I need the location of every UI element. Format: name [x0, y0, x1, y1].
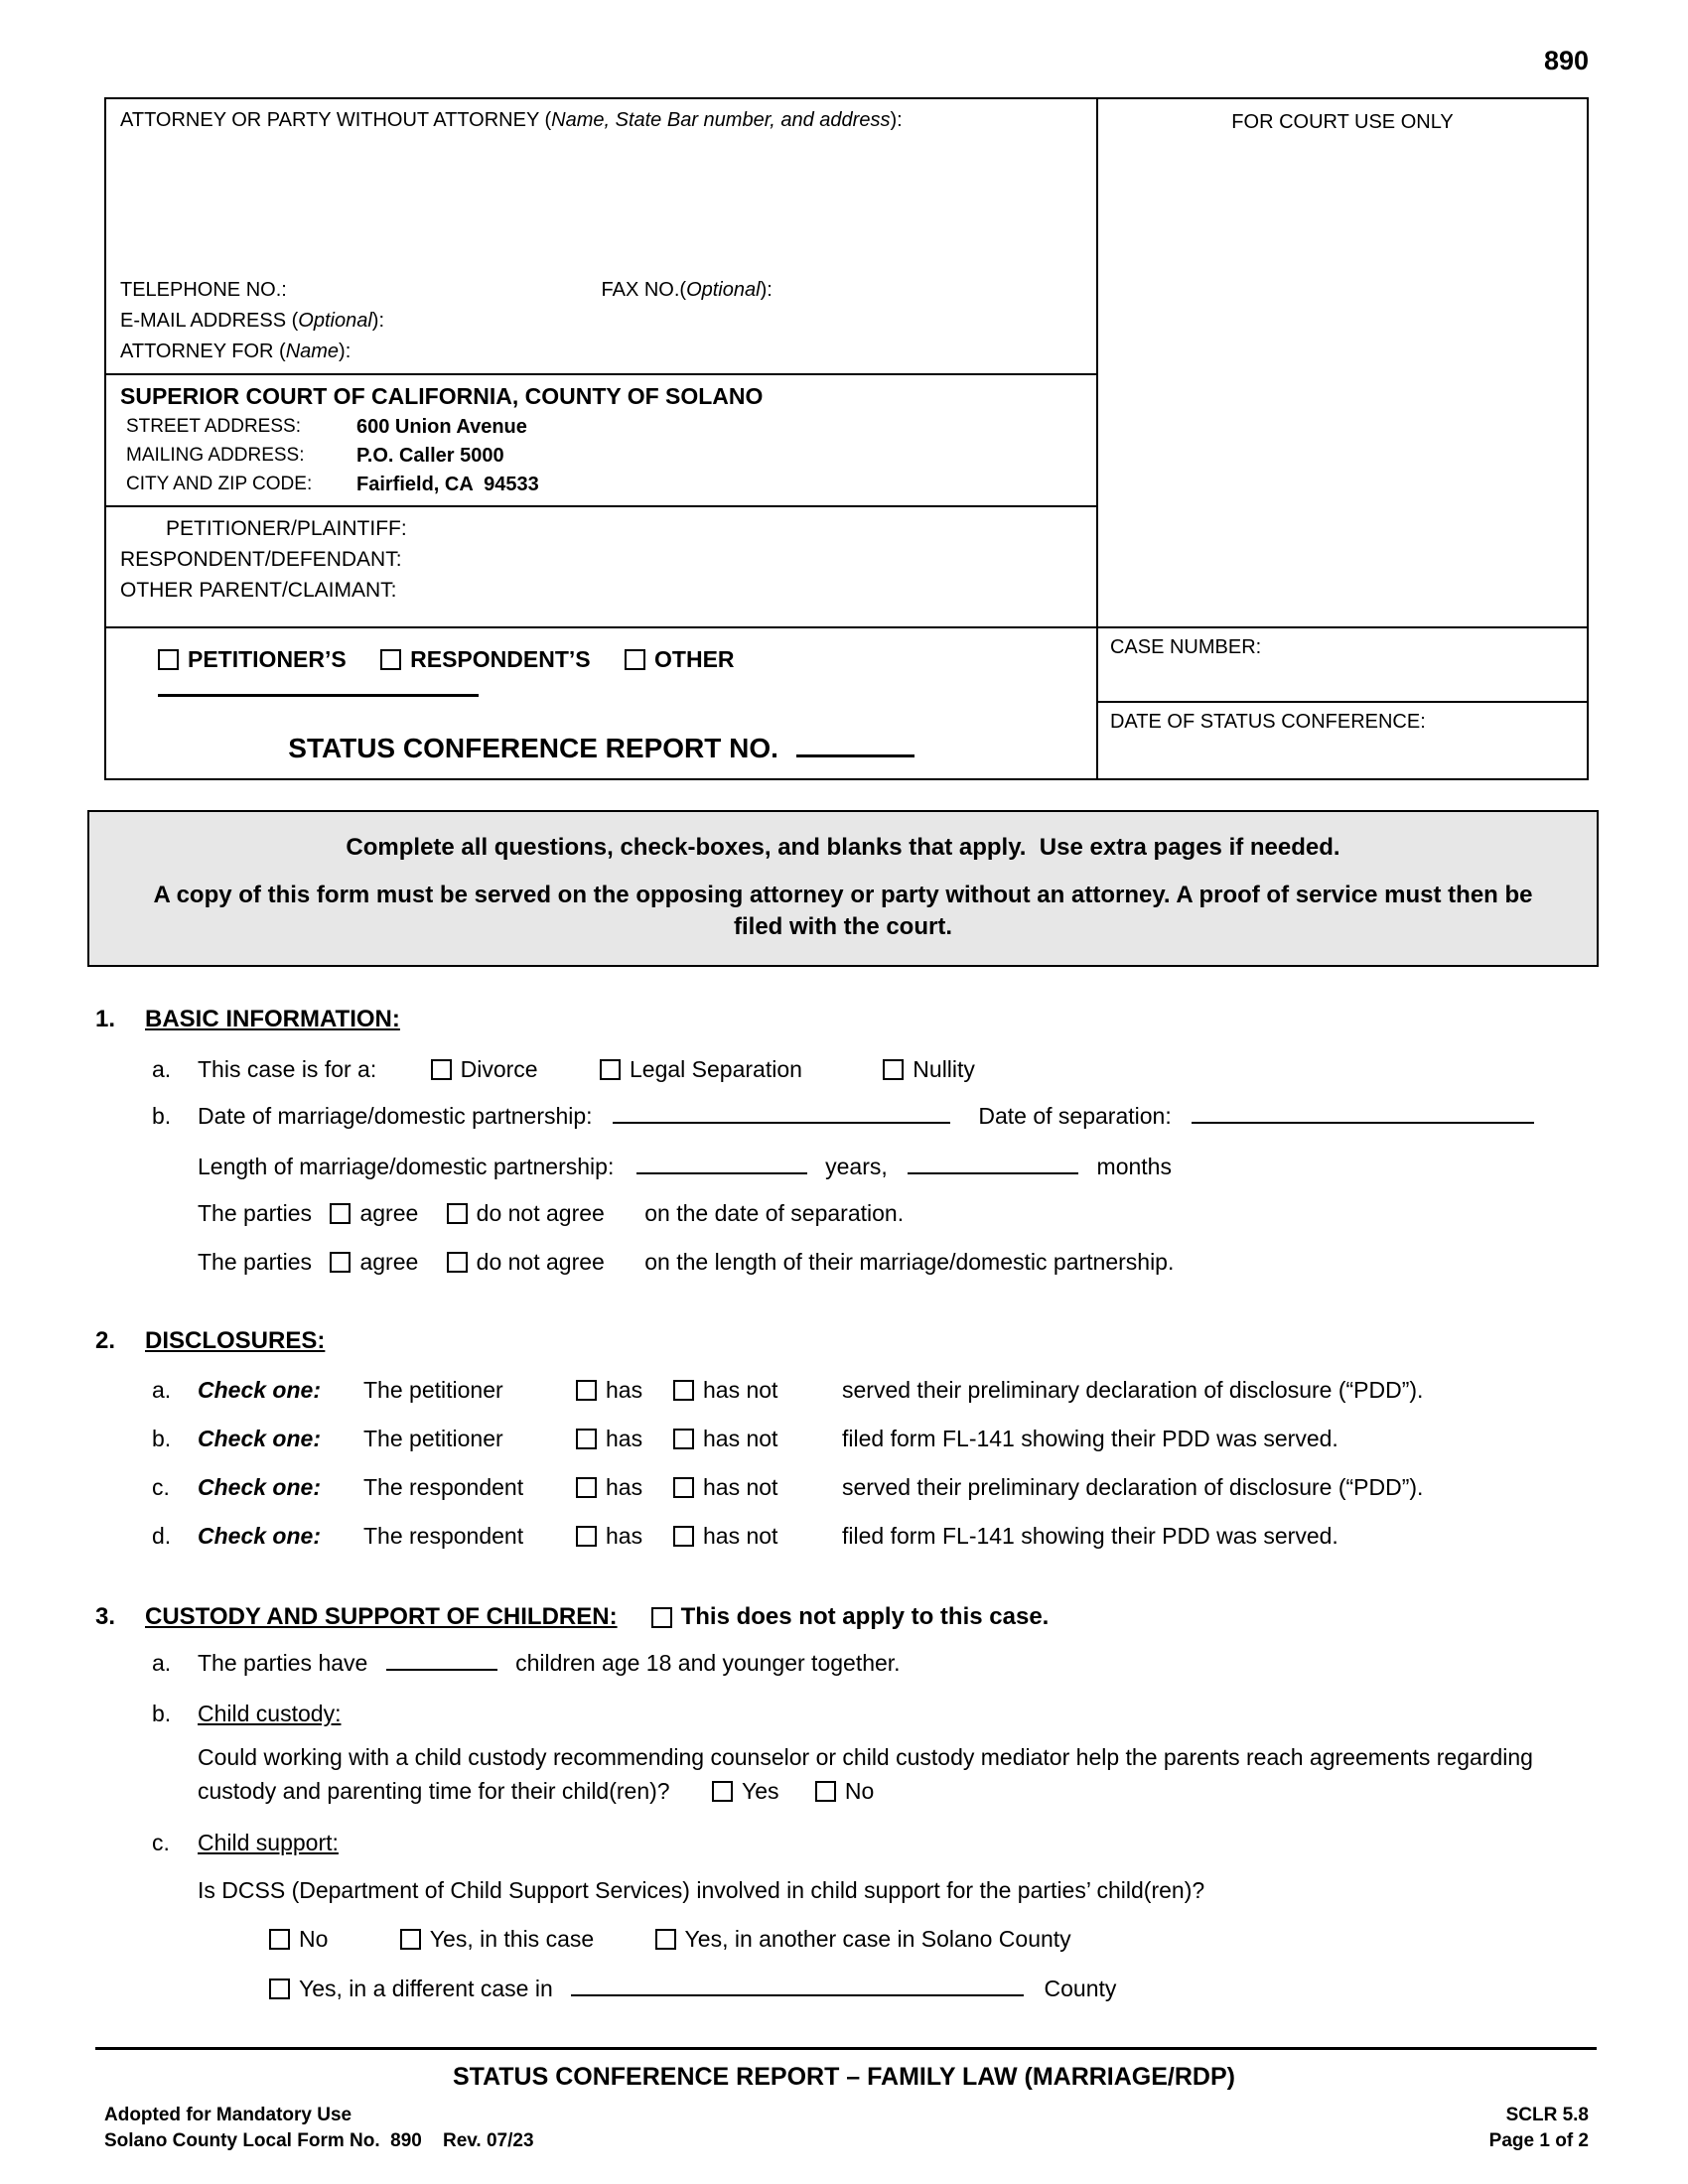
email-label-pre: E-MAIL ADDRESS ( [120, 310, 299, 332]
years-blank[interactable] [636, 1151, 807, 1174]
respondent-label: RESPONDENT/DEFENDANT: [120, 548, 402, 571]
caption-left-column [106, 99, 1098, 778]
disclosure-row [95, 1424, 1597, 1453]
respondent-filed-has-checkbox[interactable] [576, 1526, 597, 1547]
disclosure-subject: The respondent [363, 1474, 524, 1500]
petitioner-served-has-not-checkbox[interactable] [673, 1380, 694, 1401]
other-report-option [625, 646, 735, 672]
custody-not-apply-checkbox[interactable] [651, 1607, 672, 1628]
mailing-address-row [120, 445, 1082, 468]
respondent-served-has-checkbox[interactable] [576, 1477, 597, 1498]
report-number-blank[interactable] [796, 734, 914, 757]
agree-length-label: agree [359, 1249, 419, 1275]
item-letter: c. [152, 1474, 170, 1500]
city-zip-row [120, 474, 1082, 496]
children-count-blank[interactable] [386, 1647, 497, 1671]
different-county-blank[interactable] [571, 1973, 1024, 1996]
dcss-question-line [95, 1875, 1597, 1905]
fax-label-italic: Optional [686, 279, 761, 301]
months-blank[interactable] [908, 1151, 1078, 1174]
item-letter: a. [152, 1377, 172, 1403]
agree-length-checkbox[interactable] [330, 1252, 351, 1273]
separation-date-label: Date of separation: [978, 1103, 1172, 1129]
disclosure-row [95, 1521, 1597, 1551]
has-not-label: has not [703, 1377, 778, 1403]
section2-title: DISCLOSURES: [145, 1327, 326, 1354]
divorce-checkbox[interactable] [431, 1059, 452, 1080]
for-court-use-label: FOR COURT USE ONLY [1231, 111, 1454, 133]
custody-help-yes-checkbox[interactable] [712, 1781, 733, 1802]
attorney-for-label-post: ): [339, 341, 352, 362]
length-line [95, 1151, 1597, 1181]
attorney-for-label-italic: Name [285, 341, 340, 362]
report-type-row [158, 646, 1082, 703]
footer-form-number-line: Solano County Local Form No. 890 Rev. 07/23 [104, 2130, 534, 2151]
petitioner-row [120, 517, 1082, 541]
has-not-label: has not [703, 1523, 778, 1549]
disclosure-rest: served their preliminary declaration of disclosure (“PDD”). [842, 1377, 1424, 1403]
dcss-solano-option [655, 1926, 1071, 1952]
petitioner-label: PETITIONER/PLAINTIFF: [166, 517, 407, 540]
fax-label-pre: FAX NO.( [601, 279, 687, 301]
item-letter: d. [152, 1523, 172, 1549]
agree-date-checkbox[interactable] [330, 1203, 351, 1224]
respondents-report-option [380, 646, 590, 672]
children-count-pre: The parties have [198, 1650, 368, 1676]
instructions-line1: Complete all questions, check-boxes, and blanks that apply. Use extra pages if needed. [346, 834, 1340, 861]
city-zip-value: Fairfield, CA 94533 [356, 474, 539, 495]
instructions-line2: A copy of this form must be served on the opposing attorney or party without an attorney. A proof of service must then be filed with the court. [153, 882, 1533, 940]
footer-divider [95, 2047, 1597, 2050]
respondent-served-has-not-checkbox[interactable] [673, 1477, 694, 1498]
street-address-label: STREET ADDRESS: [126, 416, 301, 437]
agree-length-line [95, 1247, 1597, 1277]
for-court-use-cell [1098, 99, 1587, 628]
other-report-checkbox[interactable] [625, 649, 645, 670]
city-zip-label: CITY AND ZIP CODE: [126, 474, 313, 494]
court-section [106, 375, 1096, 507]
fax-row [601, 279, 1081, 302]
dcss-different-line [95, 1973, 1597, 2003]
respondents-report-label: RESPONDENT’S [410, 646, 591, 672]
marriage-date-label: Date of marriage/domestic partnership: [198, 1103, 593, 1129]
case-number-cell[interactable] [1098, 628, 1587, 703]
date-of-conference-label: DATE OF STATUS CONFERENCE: [1109, 711, 1426, 733]
other-parent-row [120, 579, 1082, 603]
report-title: STATUS CONFERENCE REPORT NO. [288, 733, 778, 763]
agree-date-post: on the date of separation. [644, 1200, 905, 1226]
dcss-solano-label: Yes, in another case in Solano County [684, 1926, 1071, 1952]
months-label: months [1096, 1154, 1172, 1179]
agree-date-line [95, 1198, 1597, 1228]
item-letter: c. [152, 1830, 170, 1855]
children-count-post: children age 18 and younger together. [515, 1650, 901, 1676]
item-letter: a. [152, 1056, 172, 1082]
dcss-this-case-checkbox[interactable] [400, 1929, 421, 1950]
mailing-address-value: P.O. Caller 5000 [356, 445, 504, 467]
section2-number: 2. [95, 1327, 116, 1354]
agree-length-post: on the length of their marriage/domestic partnership. [644, 1249, 1175, 1275]
disagree-date-label: do not agree [476, 1200, 605, 1226]
attorney-for-label-pre: ATTORNEY FOR ( [120, 341, 286, 362]
disclosure-row [95, 1375, 1597, 1405]
custody-no-label: No [844, 1778, 875, 1804]
disclosure-row [95, 1472, 1597, 1502]
legal-separation-label: Legal Separation [629, 1056, 802, 1082]
child-support-title: Child support: [198, 1830, 339, 1855]
section-basic-information [95, 1005, 1597, 1277]
footer-page-number: Page 1 of 2 [1488, 2130, 1589, 2151]
disclosure-subject: The respondent [363, 1523, 524, 1549]
years-label: years, [825, 1154, 888, 1179]
section3-header [95, 1602, 1597, 1632]
caption-box [104, 97, 1589, 780]
attorney-section [106, 99, 1096, 375]
has-not-label: has not [703, 1474, 778, 1500]
dcss-different-pre: Yes, in a different case in [299, 1976, 553, 2001]
section1-header [95, 1005, 1597, 1034]
other-report-blank[interactable] [158, 673, 479, 697]
attorney-for-row [120, 341, 1082, 363]
street-address-value: 600 Union Avenue [356, 416, 527, 438]
dcss-no-checkbox[interactable] [269, 1929, 290, 1950]
footer-form-title: STATUS CONFERENCE REPORT – FAMILY LAW (MARRIAGE/RDP) [452, 2063, 1235, 2091]
telephone-label: TELEPHONE NO.: [120, 279, 287, 301]
other-parent-label: OTHER PARENT/CLAIMANT: [120, 579, 397, 602]
custody-help-no-checkbox[interactable] [815, 1781, 836, 1802]
custody-question-line [95, 1740, 1555, 1808]
petitioner-filed-has-checkbox[interactable] [576, 1429, 597, 1449]
respondent-row [120, 548, 1082, 572]
disclosure-subject: The petitioner [363, 1377, 503, 1403]
caption-right-column [1098, 99, 1587, 778]
email-label-post: ): [371, 310, 385, 332]
has-not-label: has not [703, 1426, 778, 1451]
report-title-section [106, 628, 1096, 778]
court-name: SUPERIOR COURT OF CALIFORNIA, COUNTY OF SOLANO [120, 383, 764, 409]
check-one-label: Check one: [198, 1523, 321, 1549]
dcss-no-label: No [299, 1926, 329, 1952]
footer-sclr: SCLR 5.8 [1505, 2105, 1589, 2125]
dcss-question: Is DCSS (Department of Child Support Services) involved in child support for the parties’ child(ren)? [198, 1877, 1205, 1903]
petitioner-filed-has-not-checkbox[interactable] [673, 1429, 694, 1449]
has-label: has [606, 1426, 643, 1451]
dcss-this-case-label: Yes, in this case [429, 1926, 595, 1952]
disclosure-rest: served their preliminary declaration of disclosure (“PDD”). [842, 1474, 1424, 1500]
item-letter: b. [152, 1701, 172, 1726]
email-label-italic: Optional [298, 310, 372, 332]
disclosure-rest: filed form FL-141 showing their PDD was served. [842, 1426, 1338, 1451]
disclosure-subject: The petitioner [363, 1426, 503, 1451]
dcss-different-checkbox[interactable] [269, 1979, 290, 1999]
section1-number: 1. [95, 1006, 116, 1032]
section-custody-support [95, 1602, 1597, 2003]
form-number: 890 [1543, 46, 1589, 75]
section3-title: CUSTODY AND SUPPORT OF CHILDREN: [145, 1603, 618, 1630]
contact-block [120, 271, 1082, 363]
attorney-label-italic: Name, State Bar number, and address [551, 109, 891, 131]
item-letter: a. [152, 1650, 172, 1676]
section3-number: 3. [95, 1603, 116, 1630]
petitioners-report-checkbox[interactable] [158, 649, 179, 670]
dcss-this-case-option [400, 1926, 594, 1952]
petitioners-report-label: PETITIONER’S [188, 646, 347, 672]
case-type-label: This case is for a: [198, 1056, 377, 1082]
custody-yes-label: Yes [741, 1778, 779, 1804]
respondent-filed-has-not-checkbox[interactable] [673, 1526, 694, 1547]
agree-length-pre: The parties [198, 1249, 313, 1275]
parties-section [106, 507, 1096, 628]
has-label: has [606, 1474, 643, 1500]
petitioners-report-option [158, 646, 347, 672]
legal-separation-checkbox[interactable] [600, 1059, 621, 1080]
attorney-label-post: ): [890, 109, 903, 131]
item-letter: b. [152, 1103, 172, 1129]
footer-left-block [104, 2103, 534, 2154]
footer-right-block [1489, 2103, 1589, 2154]
section-disclosures [95, 1326, 1597, 1551]
agree-date-label: agree [359, 1200, 419, 1226]
attorney-party-label [120, 109, 1082, 132]
other-report-label: OTHER [654, 646, 735, 672]
street-address-row [120, 416, 1082, 439]
nullity-label: Nullity [913, 1056, 975, 1082]
has-label: has [606, 1377, 643, 1403]
item-letter: b. [152, 1426, 172, 1451]
respondents-report-checkbox[interactable] [380, 649, 401, 670]
disagree-length-label: do not agree [476, 1249, 605, 1275]
custody-not-apply-label: This does not apply to this case. [680, 1603, 1050, 1630]
disagree-length-checkbox[interactable] [447, 1252, 468, 1273]
section2-header [95, 1326, 1597, 1356]
child-support-line [95, 1828, 1597, 1857]
check-one-label: Check one: [198, 1377, 321, 1403]
length-label: Length of marriage/domestic partnership: [198, 1154, 615, 1179]
date-of-conference-cell[interactable] [1098, 703, 1587, 778]
divorce-label: Divorce [460, 1056, 538, 1082]
children-count-line [95, 1647, 1597, 1678]
dates-line [95, 1100, 1597, 1131]
marriage-date-blank[interactable] [613, 1100, 950, 1124]
attorney-info-field[interactable] [120, 132, 1082, 271]
separation-date-blank[interactable] [1192, 1100, 1534, 1124]
child-custody-title: Child custody: [198, 1701, 342, 1726]
case-number-label: CASE NUMBER: [1109, 636, 1262, 658]
disagree-date-checkbox[interactable] [447, 1203, 468, 1224]
attorney-label-pre: ATTORNEY OR PARTY WITHOUT ATTORNEY ( [120, 109, 552, 131]
has-label: has [606, 1523, 643, 1549]
child-custody-line [95, 1699, 1597, 1728]
section1-title: BASIC INFORMATION: [145, 1006, 400, 1032]
fax-label-post: ): [760, 279, 773, 301]
check-one-label: Check one: [198, 1474, 321, 1500]
dcss-no-option [269, 1926, 328, 1952]
check-one-label: Check one: [198, 1426, 321, 1451]
case-type-line [95, 1054, 1597, 1084]
disclosure-rest: filed form FL-141 showing their PDD was served. [842, 1523, 1338, 1549]
email-row [120, 310, 1082, 333]
dcss-solano-checkbox[interactable] [655, 1929, 676, 1950]
agree-date-pre: The parties [198, 1200, 313, 1226]
dcss-options-line [95, 1924, 1597, 1954]
petitioner-served-has-checkbox[interactable] [576, 1380, 597, 1401]
custody-question: Could working with a child custody recommending counselor or child custody mediator help the parents reach agreements regarding custody and parenting time for their child(ren)? [198, 1744, 1533, 1804]
footer-adopted: Adopted for Mandatory Use [104, 2105, 352, 2125]
telephone-row [120, 279, 601, 302]
nullity-checkbox[interactable] [883, 1059, 904, 1080]
instructions-box [87, 810, 1599, 967]
mailing-address-label: MAILING ADDRESS: [126, 445, 305, 466]
report-title-row [120, 733, 1082, 764]
dcss-different-post: County [1044, 1976, 1117, 2001]
telephone-fax-row [120, 279, 1082, 302]
